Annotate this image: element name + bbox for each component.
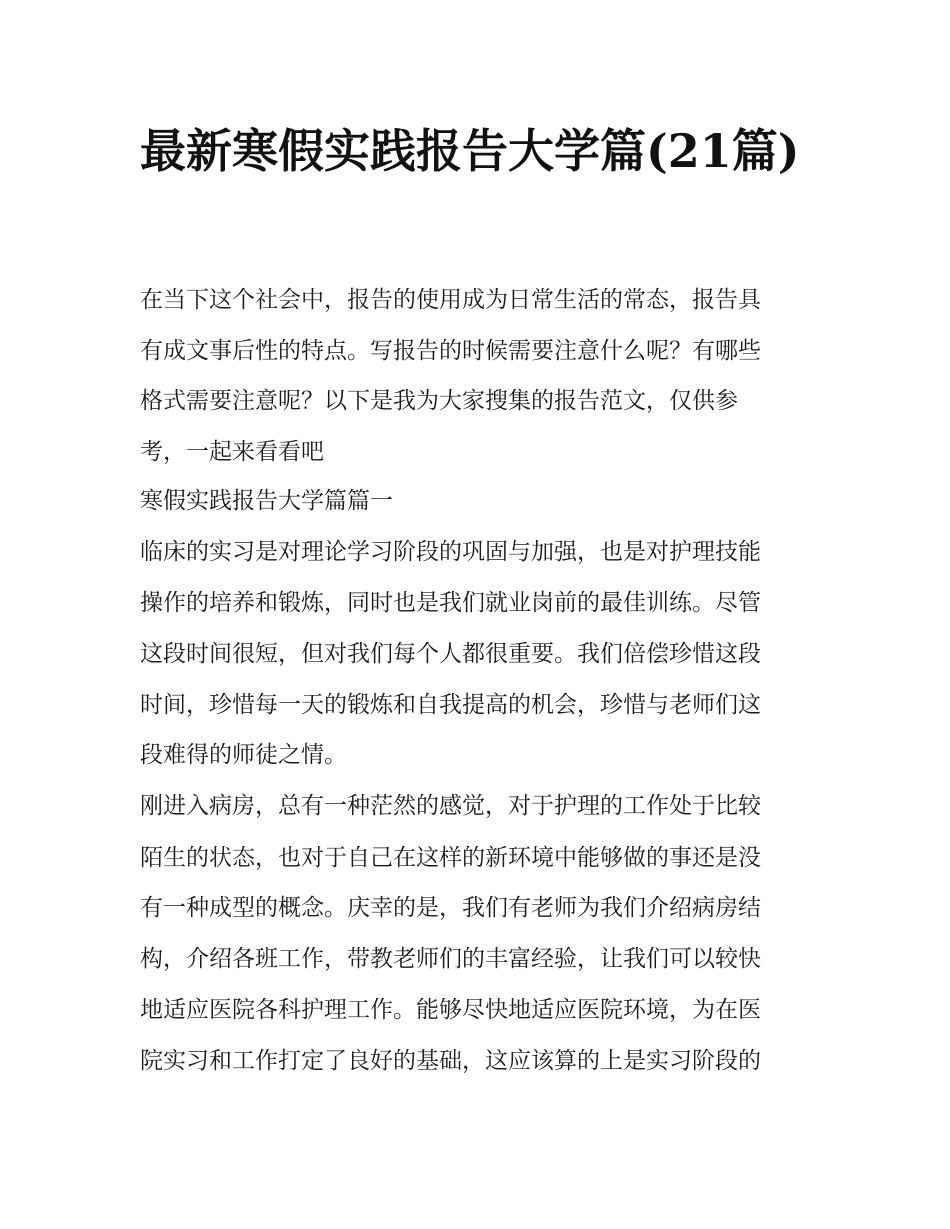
paragraph-1-line: 时间，珍惜每一天的锻炼和自我提高的机会，珍惜与老师们这 xyxy=(140,692,761,718)
paragraph-2-line: 院实习和工作打定了良好的基础，这应该算的上是实习阶段的 xyxy=(140,1048,761,1074)
paragraph-1-line: 段难得的师徒之情。 xyxy=(140,742,347,768)
paragraph-1-line: 操作的培养和锻炼，同时也是我们就业岗前的最佳训练。尽管 xyxy=(140,590,761,616)
section-heading: 寒假实践报告大学篇篇一 xyxy=(140,488,393,514)
intro-line: 格式需要注意呢？以下是我为大家搜集的报告范文，仅供参 xyxy=(140,388,738,414)
paragraph-1-line: 临床的实习是对理论学习阶段的巩固与加强，也是对护理技能 xyxy=(140,539,761,565)
paragraph-2-line: 刚进入病房，总有一种茫然的感觉，对于护理的工作处于比较 xyxy=(140,793,761,819)
paragraph-2-line: 有一种成型的概念。庆幸的是，我们有老师为我们介绍病房结 xyxy=(140,895,761,921)
paragraph-2-line: 陌生的状态，也对于自己在这样的新环境中能够做的事还是没 xyxy=(140,845,761,871)
paragraph-2-line: 地适应医院各科护理工作。能够尽快地适应医院环境，为在医 xyxy=(140,997,761,1023)
intro-line: 在当下这个社会中，报告的使用成为日常生活的常态，报告具 xyxy=(140,287,761,313)
intro-line: 考，一起来看看吧 xyxy=(140,439,324,465)
paragraph-1-line: 这段时间很短，但对我们每个人都很重要。我们倍偿珍惜这段 xyxy=(140,641,761,667)
intro-line: 有成文事后性的特点。写报告的时候需要注意什么呢？有哪些 xyxy=(140,338,761,364)
document-title: 最新寒假实践报告大学篇(21篇) xyxy=(140,124,800,178)
paragraph-2-line: 构，介绍各班工作，带教老师们的丰富经验，让我们可以较快 xyxy=(140,946,761,972)
